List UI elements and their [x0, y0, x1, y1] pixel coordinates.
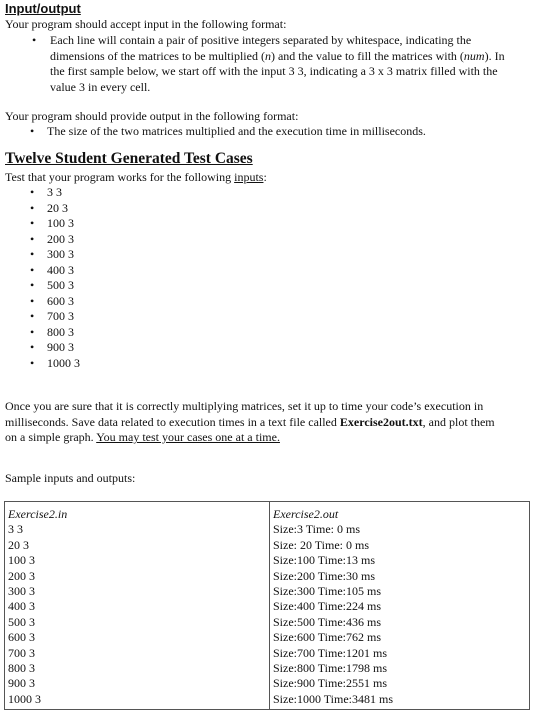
test-input-item — [30, 324, 80, 341]
test-input-value: 300 3 — [47, 247, 74, 261]
test-input-item — [30, 293, 80, 310]
test-input-value: 500 3 — [47, 278, 74, 292]
input-intro: Your program should accept input in the following format: — [5, 17, 287, 31]
input-column-header: Exercise2.in — [8, 507, 68, 521]
timing-line-3: on a simple graph. You may test your cases one at a time. — [5, 430, 280, 444]
bullet-icon: • — [30, 278, 35, 292]
sample-output-row: Size:800 Time:1798 ms — [273, 661, 388, 676]
input-bullet-line-1: Each line will contain a pair of positive integers separated by whitespace, indicating the — [50, 33, 472, 47]
sample-input-row: 20 3 — [8, 537, 29, 552]
test-input-value: 100 3 — [47, 216, 74, 230]
bullet-icon: • — [30, 355, 35, 370]
io-heading: Input/output — [5, 1, 81, 16]
input-bullet-line-4: value 3 in every cell. — [50, 79, 151, 94]
test-input-value: 700 3 — [47, 309, 74, 323]
test-input-item — [30, 185, 80, 201]
bullet-icon: • — [30, 216, 35, 230]
timing-paragraph — [5, 399, 530, 446]
input-column — [5, 502, 270, 710]
test-input-value: 400 3 — [47, 262, 74, 277]
sample-output-row: Size:600 Time:762 ms — [273, 630, 382, 645]
bullet-icon: • — [30, 293, 35, 308]
sample-output-row: Size:700 Time:1201 ms — [273, 645, 388, 660]
bullet-icon: • — [30, 324, 35, 339]
test-input-value: 1000 3 — [47, 355, 80, 370]
sample-input-row: 600 3 — [8, 630, 35, 645]
var-n: n — [264, 48, 271, 63]
sample-output-row: Size:300 Time:105 ms — [273, 584, 382, 599]
sample-input-row: 700 3 — [8, 645, 35, 660]
output-intro: Your program should provide output in the following format: — [5, 109, 299, 123]
test-input-item — [30, 200, 80, 217]
sample-input-row: 200 3 — [8, 568, 35, 583]
bullet-icon: • — [30, 309, 35, 323]
input-bullet-line-3: the first sample below, we start off with the input 3 3, indicating a 3 x 3 matrix filled with the — [50, 64, 498, 78]
filename: Exercise2out.txt — [339, 414, 423, 429]
output-column-header: Exercise2.out — [273, 507, 339, 521]
test-input-item — [30, 278, 80, 294]
test-input-value: 200 3 — [47, 231, 74, 246]
test-input-item — [30, 216, 80, 232]
bullet-icon: • — [30, 231, 35, 246]
bullet-icon: • — [30, 185, 35, 199]
var-num: num — [463, 48, 485, 63]
sample-output-row: Size:3 Time: 0 ms — [273, 522, 361, 537]
test-input-value: 3 3 — [47, 185, 62, 199]
test-one-at-a-time-note: You may test your cases one at a time. — [96, 430, 280, 444]
sample-input-row: 300 3 — [8, 584, 35, 599]
timing-line-1: Once you are sure that it is correctly multiplying matrices, set it up to time your code’s execution in — [5, 399, 484, 413]
test-input-value: 20 3 — [47, 200, 68, 215]
sample-label: Sample inputs and outputs: — [5, 471, 136, 485]
output-column — [270, 502, 530, 710]
test-input-list — [30, 185, 80, 371]
bullet-icon: • — [30, 262, 35, 277]
sample-input-row: 900 3 — [8, 676, 35, 691]
bullet-icon: • — [30, 340, 35, 354]
sample-output-row: Size:900 Time:2551 ms — [273, 676, 388, 691]
sample-output-row: Size: 20 Time: 0 ms — [273, 537, 370, 552]
sample-output-row: Size:400 Time:224 ms — [273, 599, 382, 614]
output-bullet-text: The size of the two matrices multiplied and the execution time in milliseconds. — [47, 124, 426, 138]
test-input-value: 800 3 — [47, 324, 74, 339]
test-input-item — [30, 340, 80, 356]
test-input-item — [30, 309, 80, 325]
test-input-item — [30, 247, 80, 263]
sample-input-row: 3 3 — [8, 522, 23, 537]
bullet-icon: • — [30, 124, 35, 138]
sample-input-row: 100 3 — [8, 553, 35, 568]
bullet-icon: • — [30, 200, 35, 215]
timing-line-2: milliseconds. Save data related to execution times in a text file called Exercise2out.txt, and plot them — [5, 414, 495, 429]
sample-input-row: 500 3 — [8, 614, 35, 629]
tests-intro: Test that your program works for the following inputs: — [5, 170, 267, 184]
output-format-bullet — [30, 124, 426, 140]
sample-output-row: Size:1000 Time:3481 ms — [273, 691, 394, 706]
input-bullet-line-2: dimensions of the matrices to be multiplied (n) and the value to fill the matrices with (num). In — [50, 48, 505, 63]
sample-input-row: 400 3 — [8, 599, 35, 614]
sample-output-row: Size:200 Time:30 ms — [273, 568, 376, 583]
tests-heading: Twelve Student Generated Test Cases — [5, 150, 253, 167]
input-format-bullet — [32, 33, 530, 95]
sample-input-row: 1000 3 — [8, 691, 41, 706]
bullet-icon: • — [32, 33, 37, 47]
inputs-link: inputs — [234, 170, 264, 184]
test-input-value: 600 3 — [47, 293, 74, 308]
test-input-item — [30, 355, 80, 372]
test-input-value: 900 3 — [47, 340, 74, 354]
test-input-item — [30, 262, 80, 279]
test-input-item — [30, 231, 80, 248]
bullet-icon: • — [30, 247, 35, 261]
sample-io-table — [4, 501, 530, 710]
sample-output-row: Size:100 Time:13 ms — [273, 553, 376, 568]
sample-input-row: 800 3 — [8, 661, 35, 676]
sample-output-row: Size:500 Time:436 ms — [273, 614, 382, 629]
